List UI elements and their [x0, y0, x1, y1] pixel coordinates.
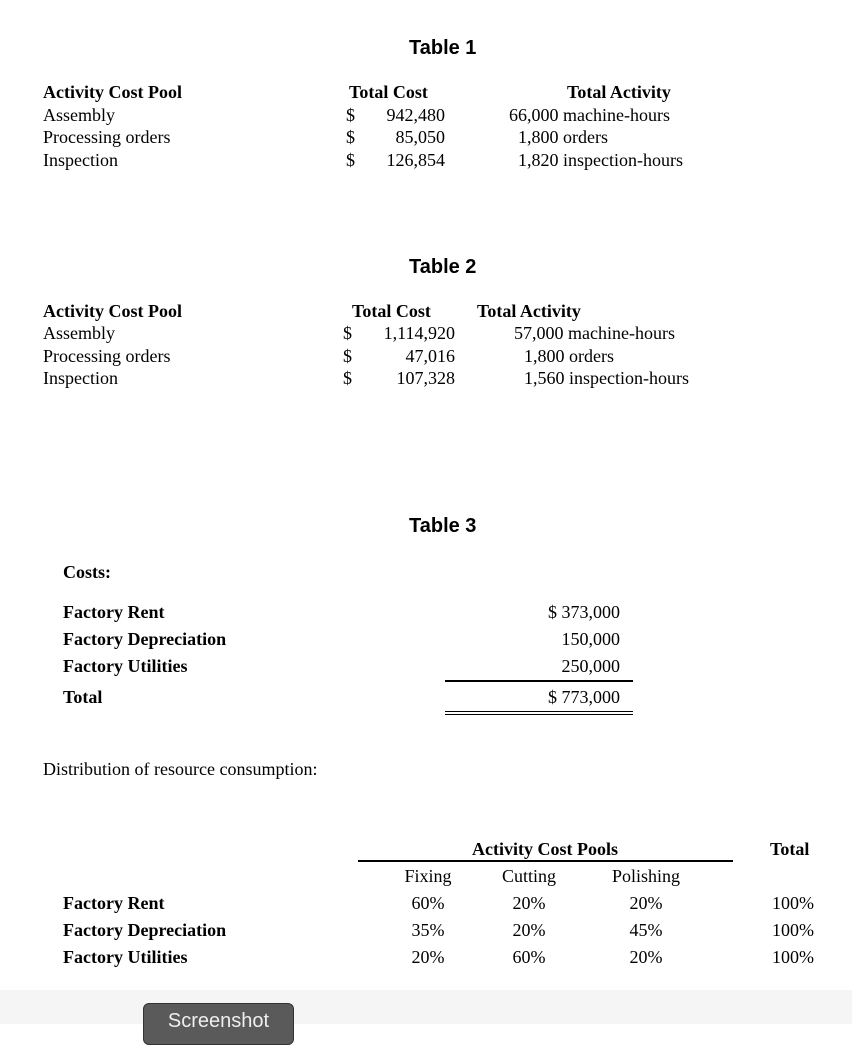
table1-currency: $ [346, 150, 355, 170]
distribution-cell: 20% [629, 947, 663, 967]
table2-currency: $ [343, 368, 352, 388]
column-cutting: Cutting [501, 866, 556, 886]
table2-pool: Inspection [43, 368, 118, 388]
distribution-total: 100% [772, 920, 814, 940]
distribution-cell: 45% [629, 920, 663, 940]
table1-currency: $ [346, 105, 355, 125]
distribution-row-label: Factory Depreciation [63, 920, 227, 940]
header-rule [358, 860, 733, 862]
table1-activity: 66,000 machine-hours [509, 105, 670, 125]
subtotal-rule [445, 680, 633, 682]
bottom-bar [0, 990, 852, 1024]
cost-label: Factory Rent [63, 602, 165, 622]
screenshot-button[interactable]: Screenshot [143, 1003, 294, 1045]
cost-label: Factory Utilities [63, 656, 188, 676]
table2-cost: 47,016 [405, 346, 455, 366]
cost-label: Factory Depreciation [63, 629, 227, 649]
distribution-label: Distribution of resource consumption: [43, 759, 318, 779]
distribution-row-label: Factory Utilities [63, 947, 188, 967]
table2-cost: 107,328 [396, 368, 455, 388]
table2-currency: $ [343, 346, 352, 366]
table1-cost: 942,480 [386, 105, 445, 125]
cost-value: 250,000 [561, 656, 620, 676]
total-header: Total [770, 839, 810, 859]
costs-label: Costs: [63, 562, 111, 582]
column-fixing: Fixing [404, 866, 452, 886]
distribution-cell: 60% [411, 893, 445, 913]
table2-pool: Processing orders [43, 346, 171, 366]
total-double-rule [445, 714, 633, 715]
table2-header-cost: Total Cost [352, 301, 431, 321]
distribution-cell: 20% [629, 893, 663, 913]
table2-activity: 57,000 machine-hours [514, 323, 675, 343]
cost-value: $ 373,000 [548, 602, 620, 622]
table1-header-activity: Total Activity [567, 82, 671, 102]
distribution-cell: 20% [512, 893, 546, 913]
total-double-rule [445, 711, 633, 712]
table1-header-cost: Total Cost [349, 82, 428, 102]
distribution-cell: 20% [512, 920, 546, 940]
column-polishing: Polishing [611, 866, 681, 886]
table1-activity: 1,800 orders [518, 127, 608, 147]
table2-currency: $ [343, 323, 352, 343]
table2-header-pool: Activity Cost Pool [43, 301, 182, 321]
table1-cost: 85,050 [395, 127, 445, 147]
distribution-total: 100% [772, 893, 814, 913]
table2-activity: 1,560 inspection-hours [524, 368, 689, 388]
table1-pool: Assembly [43, 105, 115, 125]
table1-activity: 1,820 inspection-hours [518, 150, 683, 170]
total-label: Total [63, 687, 103, 707]
total-value: $ 773,000 [548, 687, 620, 707]
pools-header: Activity Cost Pools [472, 839, 618, 859]
table2-pool: Assembly [43, 323, 115, 343]
distribution-total: 100% [772, 947, 814, 967]
table2-title: Table 2 [409, 256, 477, 278]
distribution-cell: 60% [512, 947, 546, 967]
table1-header-pool: Activity Cost Pool [43, 82, 182, 102]
table1-pool: Inspection [43, 150, 118, 170]
table2-header-activity: Total Activity [477, 301, 581, 321]
distribution-cell: 20% [411, 947, 445, 967]
table2-cost: 1,114,920 [383, 323, 455, 343]
distribution-cell: 35% [411, 920, 445, 940]
table1-currency: $ [346, 127, 355, 147]
distribution-row-label: Factory Rent [63, 893, 165, 913]
table1-pool: Processing orders [43, 127, 171, 147]
table1-title: Table 1 [409, 37, 477, 59]
table2-activity: 1,800 orders [524, 346, 614, 366]
table3-title: Table 3 [409, 515, 477, 537]
cost-value: 150,000 [561, 629, 620, 649]
table1-cost: 126,854 [386, 150, 445, 170]
